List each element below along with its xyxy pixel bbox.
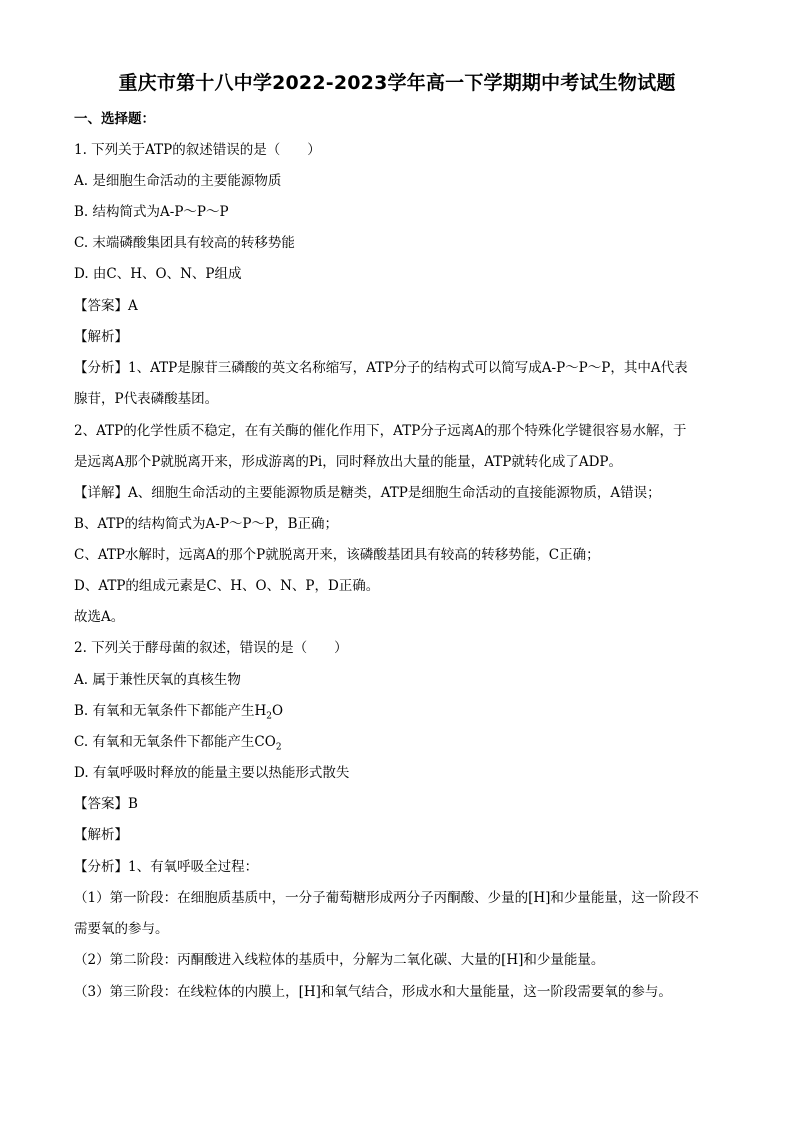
question-2-option-c <box>74 733 724 751</box>
question-1-analysis-line: C、ATP水解时，远离A的那个P就脱离开来，该磷酸基团具有较高的转移势能，C正确； <box>74 547 600 563</box>
question-2-option-a: A. 属于兼性厌氧的真核生物 <box>74 672 241 688</box>
question-2-analysis-line: 【分析】1、有氧呼吸全过程： <box>74 859 259 875</box>
question-1-analysis-line: 是远离A那个P就脱离开来，形成游离的Pi，同时释放出大量的能量，ATP就转化成了ADP。 <box>74 454 622 470</box>
question-1-stem: 1. 下列关于ATP的叙述错误的是（ ） <box>74 142 321 158</box>
option-c-subscript: 2 <box>275 742 282 753</box>
page-title: 重庆市第十八中学2022-2023学年高一下学期期中考试生物试题 <box>118 72 676 94</box>
question-1-analysis-line: 故选A。 <box>74 609 125 625</box>
question-2-option-d: D. 有氧呼吸时释放的能量主要以热能形式散失 <box>74 765 350 781</box>
question-2-stem: 2. 下列关于酵母菌的叙述，错误的是（ ） <box>74 640 348 656</box>
section-heading: 一、选择题： <box>74 111 155 127</box>
option-c-text: C. 有氧和无氧条件下都能产生CO <box>74 734 276 750</box>
option-b-text: B. 有氧和无氧条件下都能产生H <box>74 703 267 719</box>
question-2-analysis-line: 需要氧的参与。 <box>74 921 169 937</box>
question-1-analysis-line: D、ATP的组成元素是C、H、O、N、P，D正确。 <box>74 578 380 594</box>
question-2-analysis-label: 【解析】 <box>74 827 128 843</box>
option-b-subscript: 2 <box>266 711 273 722</box>
question-2-option-b <box>74 702 724 720</box>
question-1-analysis-line: 2、ATP的化学性质不稳定，在有关酶的催化作用下，ATP分子远离A的那个特殊化学键很容易水解，于 <box>74 423 687 439</box>
question-1-option-a: A. 是细胞生命活动的主要能源物质 <box>74 173 282 189</box>
question-1-analysis-line: 【分析】1、ATP是腺苷三磷酸的英文名称缩写，ATP分子的结构式可以简写成A-P～P～P，其中A代表 <box>74 360 688 376</box>
question-2-answer: 【答案】B <box>74 796 138 812</box>
question-2-analysis-line: （3）第三阶段：在线粒体的内膜上，[H]和氧气结合，形成水和大量能量，这一阶段需要氧的参与。 <box>74 984 672 1000</box>
option-b-tail: O <box>272 703 284 719</box>
question-1-analysis-line: 【详解】A、细胞生命活动的主要能源物质是糖类，ATP是细胞生命活动的直接能源物质，A错误； <box>74 485 661 501</box>
question-1-option-d: D. 由C、H、O、N、P组成 <box>74 266 242 282</box>
question-2-analysis-line: （1）第一阶段：在细胞质基质中，一分子葡萄糖形成两分子丙酮酸、少量的[H]和少量能量，这一阶段不 <box>74 890 699 906</box>
question-1-answer: 【答案】A <box>74 298 138 314</box>
question-1-option-c: C. 末端磷酸集团具有较高的转移势能 <box>74 235 295 251</box>
question-1-analysis-label: 【解析】 <box>74 329 128 345</box>
question-2-analysis-line: （2）第二阶段：丙酮酸进入线粒体的基质中，分解为二氧化碳、大量的[H]和少量能量。 <box>74 952 605 968</box>
question-1-analysis-line: 腺苷，P代表磷酸基团。 <box>74 391 219 407</box>
question-1-analysis-line: B、ATP的结构简式为A-P～P～P，B正确； <box>74 516 339 532</box>
question-1-option-b: B. 结构简式为A-P～P～P <box>74 204 229 220</box>
